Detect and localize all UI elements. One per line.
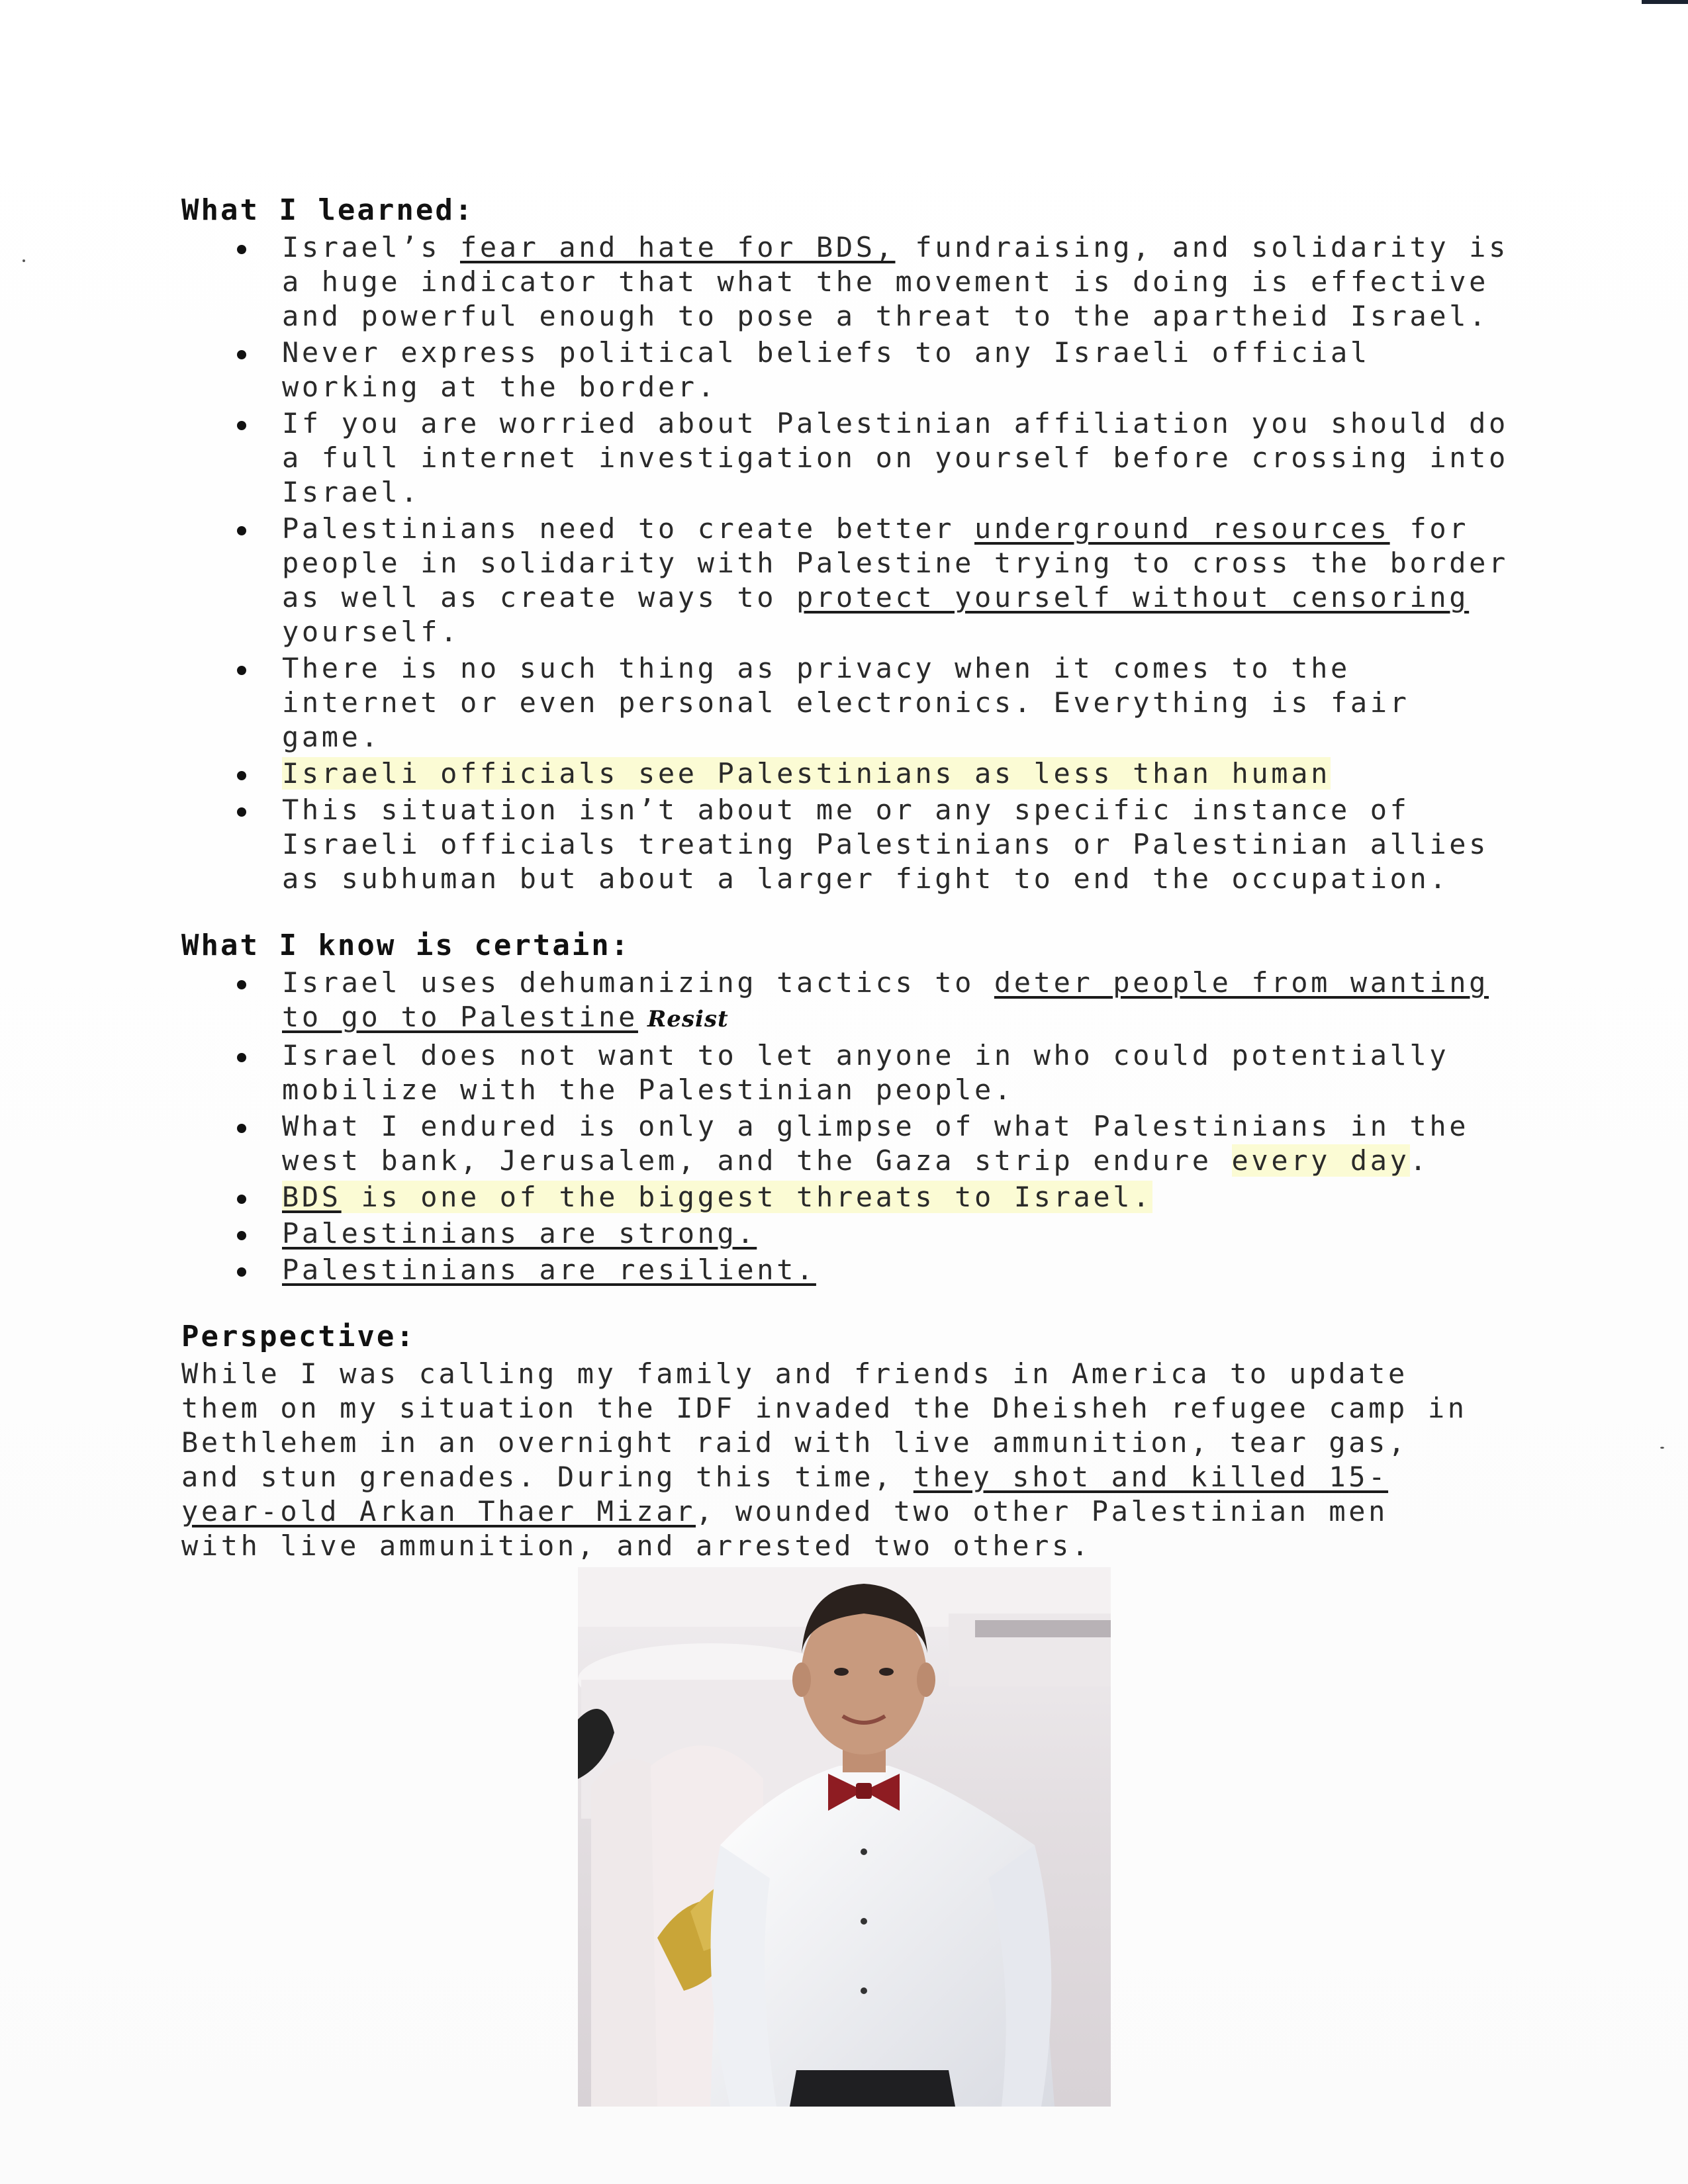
text-run: for people in solidarity with Palestine trying to cross the border as well as create ways to — [282, 512, 1509, 614]
bullet-icon — [237, 350, 246, 359]
underlined-text: underground resources — [974, 512, 1390, 545]
document-body — [181, 193, 1509, 1563]
underlined-text: protect yourself without censoring — [796, 581, 1470, 614]
bullet-icon — [237, 421, 246, 430]
bullet-item — [181, 966, 1526, 1036]
bullet-icon — [237, 1231, 246, 1240]
bullet-item — [181, 1109, 1526, 1178]
corner-mark — [1642, 0, 1688, 4]
text-run: There is no such thing as privacy when it comes to the internet or even personal electronics. Everything is fair game. — [282, 652, 1410, 753]
ear-right — [917, 1662, 935, 1697]
perspective-paragraph — [181, 1357, 1479, 1563]
bullet-item — [181, 756, 1526, 791]
trousers — [790, 2070, 955, 2107]
portrait-photo — [578, 1567, 1111, 2107]
text-run: yourself. — [282, 615, 460, 648]
bullet-item — [181, 1038, 1526, 1107]
bullet-icon — [237, 526, 246, 535]
shirt-button — [861, 1918, 867, 1925]
bullet-item — [181, 1180, 1526, 1214]
ear-left — [792, 1662, 811, 1697]
bullet-icon — [237, 1124, 246, 1133]
text-run: Never express political beliefs to any Israeli official working at the border. — [282, 336, 1370, 403]
text-run: While I was calling my family and friends in America to update them on my situation the IDF invaded the Dheisheh refugee camp in Bethlehem in an overnight raid with live ammunition, tear gas, and stun grenades. During this time, — [181, 1357, 1468, 1493]
text-run: What I endured is only a glimpse of what Palestinians in the west bank, Jerusalem, and the Gaza strip endure — [282, 1110, 1470, 1177]
text-run: This situation isn’t about me or any specific instance of Israeli officials treating Palestinians or Palestinian allies as subhuman but about a larger fight to end the occupation. — [282, 794, 1489, 895]
bullet-icon — [237, 807, 246, 817]
underlined-text: deter people from wanting to go to Palestine — [282, 966, 1489, 1033]
text-run: Palestinians need to create better — [282, 512, 975, 545]
bullet-icon — [237, 245, 246, 254]
learned-heading: What I learned: — [181, 193, 475, 227]
highlighted-text: Israeli officials see Palestinians as less than human — [282, 757, 1331, 790]
highlighted-text: every day — [1231, 1144, 1410, 1177]
text-run: . — [1409, 1144, 1430, 1177]
portrait-illustration — [578, 1567, 1111, 2107]
bullet-item — [181, 793, 1526, 896]
stray-mark — [1660, 1447, 1664, 1449]
bullet-icon — [237, 771, 246, 780]
learned-list — [181, 230, 1509, 896]
bullet-icon — [237, 666, 246, 675]
perspective-heading: Perspective: — [181, 1320, 416, 1353]
eye-right — [879, 1668, 894, 1676]
bow-tie-knot — [856, 1783, 872, 1799]
text-run: , wounded two other Palestinian men with live ammunition, and arrested two others. — [181, 1495, 1389, 1562]
certain-list — [181, 966, 1505, 1287]
stray-mark — [23, 259, 25, 262]
underlined-text: fear and hate for BDS, — [459, 231, 896, 263]
back-shelf — [975, 1620, 1111, 1637]
bullet-item — [181, 406, 1526, 510]
bullet-item — [181, 1216, 1526, 1251]
bullet-item — [181, 512, 1526, 649]
shirt-button — [861, 1987, 867, 1994]
underlined-text: Palestinians are strong. — [282, 1217, 757, 1250]
handwritten-annotation: Resist — [647, 1006, 729, 1032]
bullet-item — [181, 336, 1526, 404]
section-gap — [181, 1289, 1505, 1320]
text-run: Israel’s — [282, 231, 460, 263]
underlined-text: Palestinians are resilient. — [282, 1253, 816, 1286]
shirt-button — [861, 1848, 867, 1855]
text-run: If you are worried about Palestinian affiliation you should do a full internet investigation on yourself before crossing into Israel. — [282, 407, 1509, 508]
underlined-text: BDS — [282, 1181, 342, 1213]
text-run: Israel does not want to let anyone in who could potentially mobilize with the Palestinian people. — [282, 1039, 1450, 1106]
text-run: Israel uses dehumanizing tactics to — [282, 966, 994, 999]
bullet-item — [181, 1253, 1526, 1287]
bullet-item — [181, 651, 1526, 754]
bullet-item — [181, 230, 1526, 334]
highlighted-text: is one of the biggest threats to Israel. — [341, 1181, 1153, 1213]
bullet-icon — [237, 1053, 246, 1062]
eye-left — [834, 1668, 849, 1676]
bullet-icon — [237, 1195, 246, 1204]
text-run: fundraising, and solidarity is a huge indicator that what the movement is doing is effective and powerful enough to pose a threat to the apartheid Israel. — [282, 231, 1509, 332]
bullet-icon — [237, 980, 246, 989]
bullet-icon — [237, 1267, 246, 1277]
section-gap — [181, 898, 1505, 929]
underlined-text: they shot and killed 15-year-old Arkan Thaer Mizar — [181, 1461, 1389, 1527]
certain-heading: What I know is certain: — [181, 929, 631, 962]
